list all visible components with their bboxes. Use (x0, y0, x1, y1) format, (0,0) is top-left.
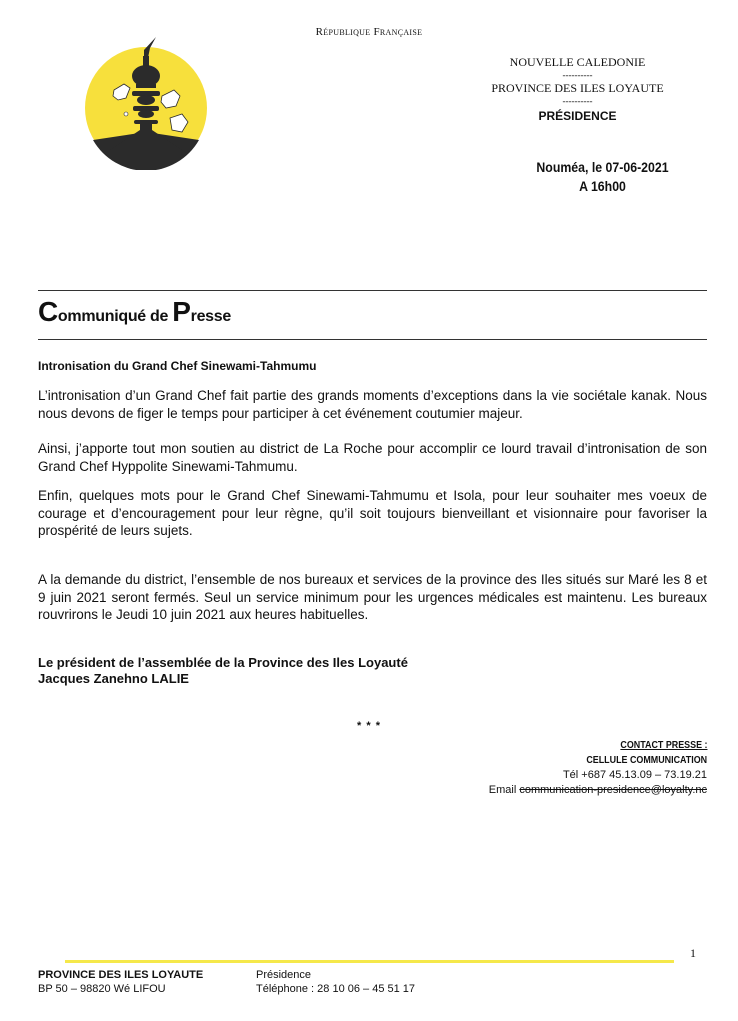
signature-block (38, 655, 408, 687)
header-region: NOUVELLE CALEDONIE (509, 55, 646, 69)
footer-phone: Téléphone : 28 10 06 – 45 51 17 (256, 983, 416, 995)
header-separator: ---------- (562, 96, 593, 106)
contact-heading: CONTACT PRESSE : (619, 739, 707, 751)
date-line: Nouméa, le 07-06-2021 (536, 159, 669, 175)
date-block (486, 158, 719, 196)
title-word-1: ommuniqué de (57, 308, 173, 325)
header-block (470, 55, 685, 123)
title-word-2: resse (190, 308, 231, 325)
footer-left (38, 968, 203, 996)
footer-org: PROVINCE DES ILES LOYAUTE (38, 969, 204, 981)
title-rule-bottom (38, 339, 707, 340)
contact-unit: CELLULE COMMUNICATION (586, 754, 707, 766)
footer-address: BP 50 – 98820 Wé LIFOU (38, 983, 166, 995)
paragraph: Enfin, quelques mots pour le Grand Chef Sinewami-Tahmumu et Isola, pour leur souhaiter mes voeux de courage et d’encouragement pour leur règne, qu’il soit toujours bienveillant et visionnaire pour favoriser la prospérité de leurs sujets. (38, 488, 707, 538)
contact-email-line (380, 783, 707, 798)
contact-email-link[interactable]: communication-presidence@loyalty.nc (519, 784, 707, 796)
title-initial-p: P (172, 296, 191, 327)
footer-right (256, 968, 415, 996)
header-separator: ---------- (562, 70, 593, 80)
footer-dept: Présidence (256, 969, 312, 981)
paragraph: L’intronisation d’un Grand Chef fait partie des grands moments d’exceptions dans la vie sociétale kanak. Nous nous devons de figer le temps pour participer à cet événement coutumier majeur. (38, 388, 707, 421)
page-number: 1 (690, 946, 696, 960)
republique-francaise: République Française (315, 26, 423, 38)
header-presidence: PRÉSIDENCE (538, 109, 617, 123)
title-rule-top (38, 290, 707, 291)
contact-email-label: Email (488, 784, 520, 796)
title-initial-c: C (38, 296, 58, 327)
signature-name: Jacques Zanehno LALIE (38, 671, 189, 686)
footer-rule (65, 960, 674, 963)
signature-title: Le président de l’assemblée de la Province des Iles Loyauté (38, 655, 408, 670)
separator-stars: * * * (357, 720, 381, 732)
press-contact (380, 738, 707, 798)
contact-phone: Tél +687 45.13.09 – 73.19.21 (562, 769, 707, 781)
time-line: A 16h00 (579, 178, 626, 194)
paragraph: Ainsi, j’apporte tout mon soutien au district de La Roche pour accomplir ce lourd travail d’intronisation de son Grand Chef Hyppolite Sinewami-Tahmumu. (38, 441, 707, 474)
header-province: PROVINCE DES ILES LOYAUTE (491, 81, 664, 95)
paragraph: A la demande du district, l’ensemble de nos bureaux et services de la province des Iles situés sur Maré les 8 et 9 juin 2021 seront fermés. Seul un service minimum pour les urgences médicales est maintenu. Les bureaux rouvrirons le Jeudi 10 juin 2021 aux heures habituelles. (38, 572, 707, 622)
province-logo (84, 34, 208, 170)
press-release-title (38, 296, 231, 328)
subject-line: Intronisation du Grand Chef Sinewami-Tahmumu (38, 359, 317, 373)
